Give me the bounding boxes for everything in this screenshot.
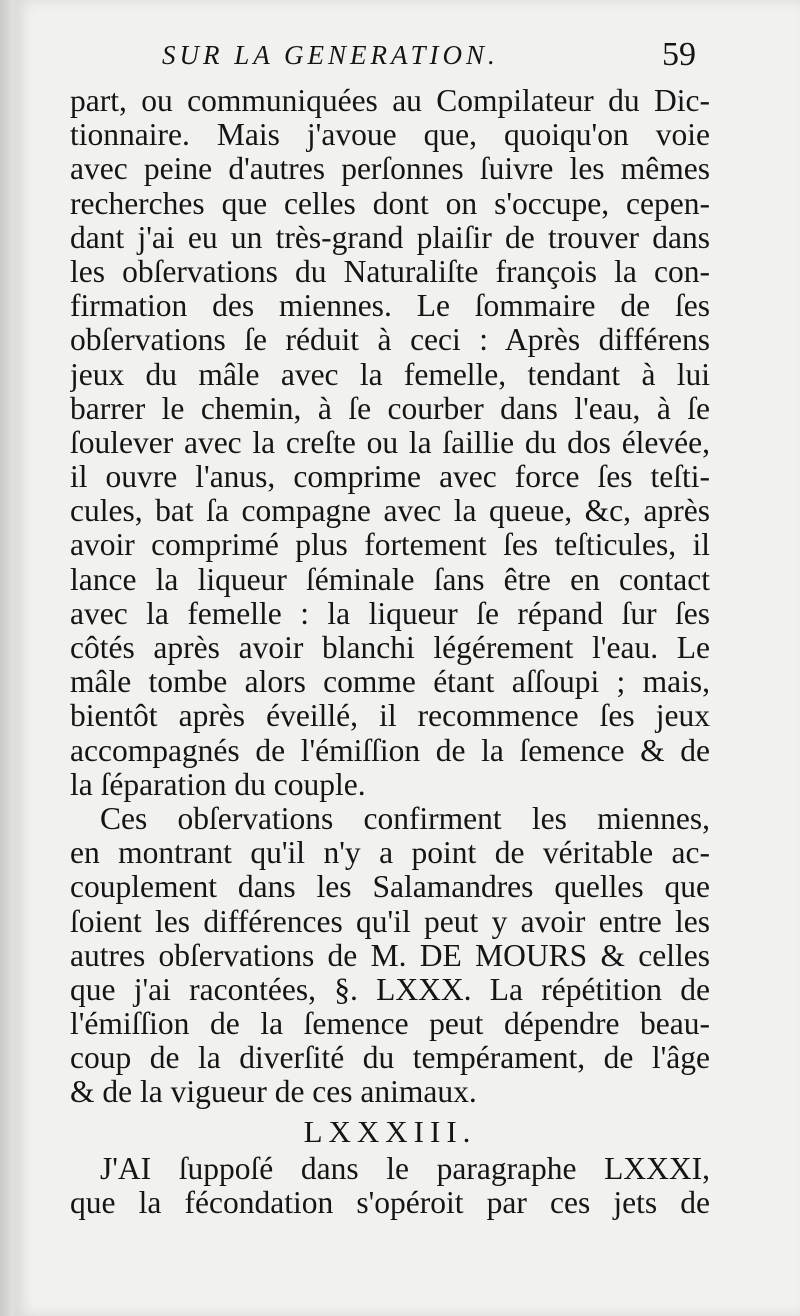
- body-text: [70, 84, 710, 1220]
- text-line: cules, bat ſa compagne avec la queue, &c, après: [70, 494, 710, 529]
- section-number: LXXXIII.: [303, 1113, 477, 1149]
- text-line: part, ou communiquées au Compilateur du Dic-: [70, 84, 710, 118]
- text-line: ſoient les différences qu'il peut y avoir entre les: [70, 904, 710, 939]
- text-line: bientôt après éveillé, il recommence ſes jeux: [70, 699, 710, 734]
- text-line: barrer le chemin, à ſe courber dans l'eau, à ſe: [70, 391, 710, 426]
- text-line: avec la femelle : la liqueur ſe répand ſur ſes: [70, 596, 710, 631]
- text-line: recherches que celles dont on s'occupe, cepen-: [70, 186, 710, 221]
- text-line: il ouvre l'anus, comprime avec force ſes teſti-: [70, 460, 710, 495]
- text-line: tionnaire. Mais j'avoue que, quoiqu'on voie: [70, 118, 710, 153]
- text-line: ſoulever avec la creſte ou la ſaillie du dos élevée,: [70, 425, 710, 460]
- text-line: lance la liqueur ſéminale ſans être en contact: [70, 562, 710, 597]
- page-header: [74, 34, 704, 80]
- text-line: autres obſervations de M. DE MOURS & celles: [70, 938, 710, 973]
- text-line: en montrant qu'il n'y a point de véritable ac-: [70, 836, 710, 871]
- text-line: coup de la diverſité du tempérament, de l'âge: [70, 1041, 710, 1076]
- book-page: [14, 0, 800, 1316]
- text-line: avec peine d'autres perſonnes ſuivre les mêmes: [70, 152, 710, 187]
- text-line: & de la vigueur de ces animaux.: [70, 1075, 477, 1110]
- text-line: dant j'ai eu un très-grand plaiſir de trouver dans: [70, 220, 710, 255]
- text-line: couplement dans les Salamandres quelles que: [70, 870, 710, 905]
- text-line: accompagnés de l'émiſſion de la ſemence & de: [70, 733, 710, 768]
- text-line: que j'ai racontées, §. LXXX. La répétition de: [70, 972, 710, 1007]
- text-line: J'AI ſuppoſé dans le paragraphe LXXXI,: [100, 1151, 710, 1186]
- text-line: l'émiſſion de la ſemence peut dépendre beau-: [70, 1007, 710, 1042]
- running-title: SUR LA GENERATION.: [162, 40, 499, 70]
- text-line: que la fécondation s'opéroit par ces jets de: [70, 1185, 710, 1220]
- text-line: les obſervations du Naturaliſte françois la con-: [70, 254, 710, 289]
- text-line: obſervations ſe réduit à ceci : Après différens: [70, 323, 710, 358]
- text-line: avoir comprimé plus fortement ſes teſticules, il: [70, 528, 710, 563]
- text-line: mâle tombe alors comme étant aſſoupi ; mais,: [70, 665, 710, 700]
- text-line: Ces obſervations confirment les miennes,: [100, 801, 710, 836]
- page-number: 59: [662, 36, 696, 73]
- text-line: la ſéparation du couple.: [70, 767, 366, 802]
- text-line: côtés après avoir blanchi légérement l'eau. Le: [70, 631, 710, 665]
- text-line: firmation des miennes. Le ſommaire de ſes: [70, 289, 710, 324]
- text-line: jeux du mâle avec la femelle, tendant à lui: [70, 357, 710, 392]
